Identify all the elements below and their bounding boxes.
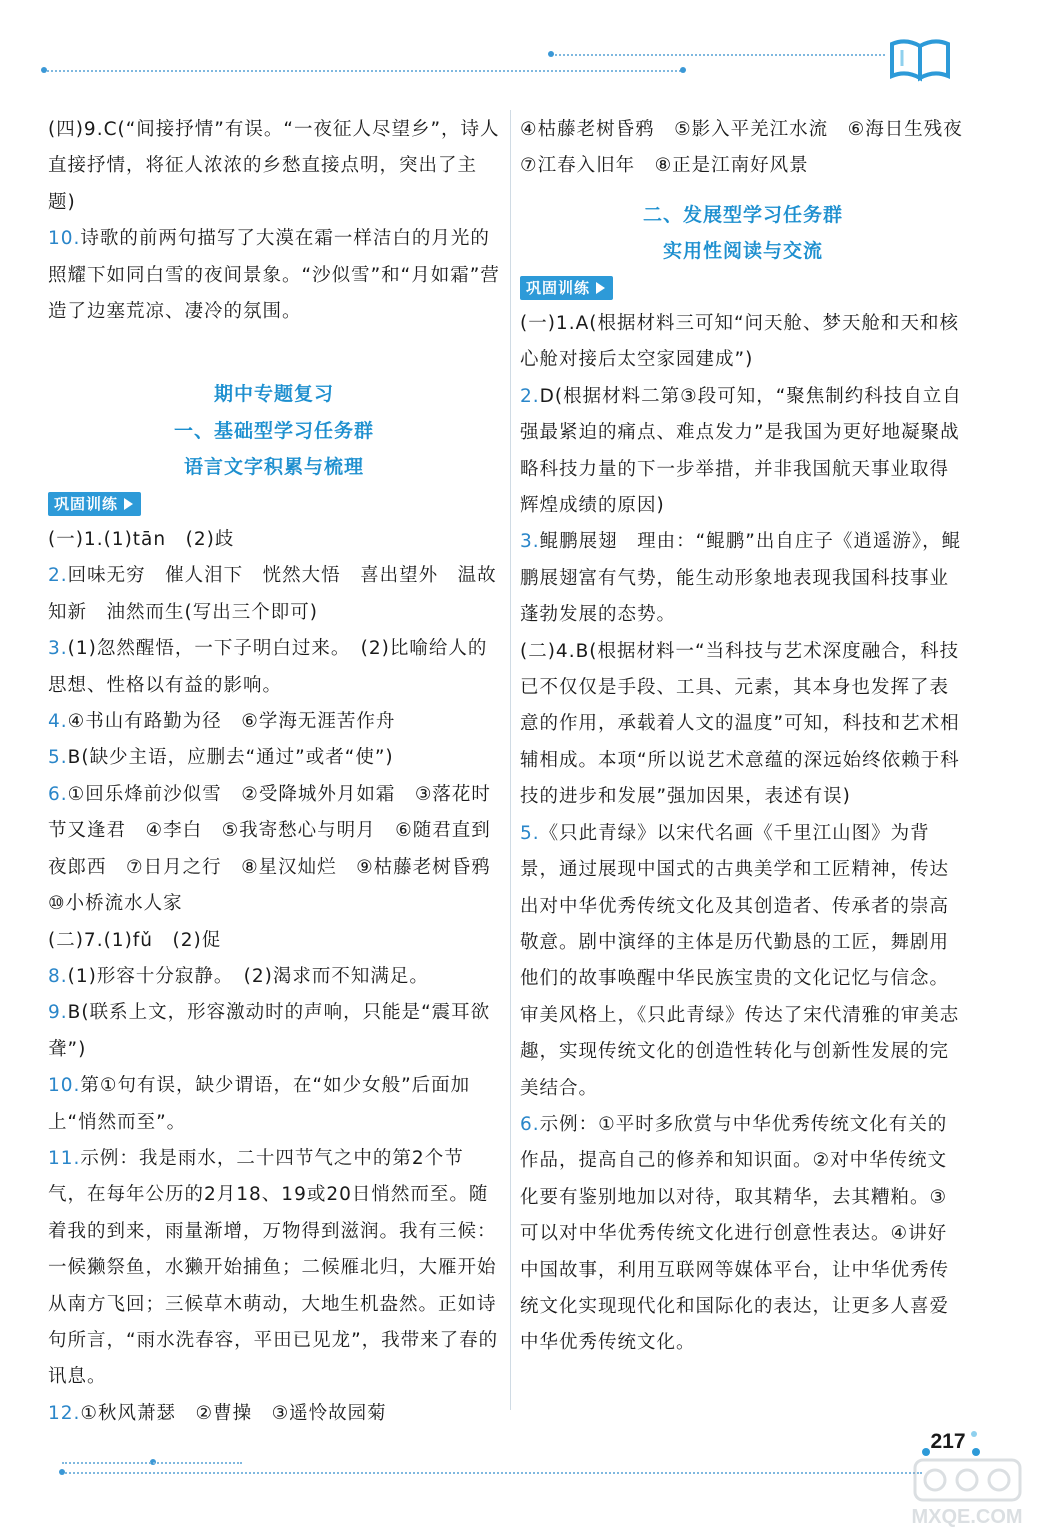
answer-text: 第①句有误，缺少谓语，在“如少女般”后面加上“悄然而至”。 [48,1075,471,1133]
practice-badge [520,276,613,300]
question-number: 8. [48,965,68,987]
top-rule-dot-upper [548,51,554,57]
book-icon [888,36,952,82]
top-dotted-rule [44,70,684,72]
left-column [48,112,511,1432]
section-heading: 语言文字积累与梳理 [183,456,364,479]
answer-paragraph [48,923,500,959]
answer-text: (1)形容十分寂静。 (2)渴求而不知满足。 [67,965,429,987]
question-number: 12. [48,1402,81,1424]
answer-text: 鲲鹏展翅 理由：“鲲鹏”出自庄子《逍遥游》，鲲鹏展翅富有气势，能生动形象地表现我国科技事业蓬勃发展的态势。 [520,531,962,626]
answer-paragraph [520,634,966,816]
bottom-dotted-rule-upper [62,1462,242,1464]
right-column [520,112,983,1362]
top-rule-dot-left [41,67,47,73]
question-number: 6. [48,783,68,805]
question-number: 2. [48,565,68,587]
answer-text: 示例：①平时多欣赏与中华优秀传统文化有关的作品，提高自己的修养和知识面。②对中华传统文化要有鉴别地加以对待，取其精华，去其糟粕。③可以对中华优秀传统文化进行创意性表达。④讲好中国故事，利用互联网等媒体平台，让中华优秀传统文化实现现代化和国际化的表达，让更多人喜爱中华优秀传统文化。 [520,1113,950,1354]
answer-text: 诗歌的前两句描写了大漠在霜一样洁白的月光的照耀下如同白雪的夜间景象。“沙似雪”和“月如霜”营造了边塞荒凉、凄冷的氛围。 [48,228,500,323]
answer-text: ④书山有路勤为径 ⑥学海无涯苦作舟 [67,711,396,733]
question-number: 3. [520,531,540,553]
question-number: 4. [48,711,68,733]
answer-paragraph [48,777,511,923]
top-dotted-rule-upper [550,54,885,56]
answer-paragraph [48,740,500,776]
answer-text: (二)7.(1)fǔ (2)促 [48,929,222,951]
answer-paragraph [48,112,500,221]
answer-paragraph [48,995,500,1068]
vertical-spacer [520,185,966,197]
answer-text: 示例：我是雨水，二十四节气之中的第2个节气，在每年公历的2月18、19或20日悄然而至。随着我的到来，雨量渐增，万物得到滋润。我有三候：一候獭祭鱼，水獭开始捕鱼；二候雁北归，大雁开始从南方飞回；三候草木萌动，大地生机盎然。正如诗句所言，“雨水洗春容，平田已见龙”，我带来了春的讯息。 [48,1147,499,1388]
answer-text: ①回乐烽前沙似雪 ②受降城外月如霜 ③落花时节又逢君 ④李白 ⑤我寄愁心与明月 ⑥随君直到夜郎西 ⑦日月之行 ⑧星汉灿烂 ⑨枯藤老树昏鸦 ⑩小桥流水人家 [48,783,511,915]
answer-paragraph [520,379,966,525]
answer-paragraph [520,816,966,1107]
bottom-rule-dot-left [59,1469,65,1475]
svg-text:MXQE.COM: MXQE.COM [911,1506,1023,1528]
answer-text: 《只此青绿》以宋代名画《千里江山图》为背景，通过展现中国式的古典美学和工匠精神，传达出对中华优秀传统文化及其创造者、传承者的崇高敬意。剧中演绎的主体是历代勤恳的工匠，舞剧用他们的故事唤醒中华民族宝贵的文化记忆与信念。审美风格上，《只此青绿》传达了宋代清雅的审美志趣，实现传统文化的创造性转化与创新性发展的完美结合。 [520,822,960,1099]
question-number: 6. [520,1113,540,1135]
question-number: 5. [48,747,68,769]
section-heading: 实用性阅读与交流 [662,240,823,263]
answer-paragraph [48,1068,500,1141]
answer-text: B(联系上文，形容激动时的声响，只能是“震耳欲聋”) [48,1002,491,1060]
answer-paragraph [48,1396,500,1432]
answer-text: (一)1.(1)tān (2)歧 [48,529,235,551]
play-triangle-icon [596,282,605,294]
answer-text: (1)忽然醒悟，一下子明白过来。 (2)比喻给人的思想、性格以有益的影响。 [48,638,488,696]
question-number: 9. [48,1002,68,1024]
question-number: 3. [48,638,68,660]
answer-paragraph [520,1107,966,1362]
section-heading: 二、发展型学习任务群 [642,203,843,226]
practice-badge-row [520,270,966,306]
answer-paragraph [48,959,500,995]
answer-text: B(缺少主语，应删去“通过”或者“使”) [67,747,394,769]
answer-text: ①秋风萧瑟 ②曹操 ③遥怜故园菊 [80,1402,387,1424]
bottom-dotted-rule [62,1472,922,1474]
answer-text: (一)1.A(根据材料三可知“问天舱、梦天舱和天和核心舱对接后太空家园建成”) [520,313,960,371]
vertical-spacer [48,330,500,376]
practice-badge-label: 巩固训练 [526,278,591,297]
answer-paragraph [48,704,500,740]
question-number: 10. [48,228,81,250]
answer-text: (四)9.C(“间接抒情”有误。“一夜征人尽望乡”，诗人直接抒情，将征人浓浓的乡愁直接点明，突出了主题) [48,119,500,213]
column-divider [510,110,511,1410]
answer-paragraph [48,631,500,704]
section-heading: 一、基础型学习任务群 [173,419,374,442]
play-triangle-icon [124,498,133,510]
answer-text: ④枯藤老树昏鸦 ⑤影入平羌江水流 ⑥海日生残夜 ⑦江春入旧年 ⑧正是江南好风景 [520,119,983,177]
page-number: 217 [930,1430,966,1453]
practice-badge-label: 巩固训练 [54,494,119,513]
answer-paragraph [48,1141,500,1396]
answer-paragraph [520,306,966,379]
question-number: 10. [48,1075,81,1097]
question-number: 5. [520,822,540,844]
answer-paragraph [520,524,966,633]
answer-text: D(根据材料二第③段可知，“聚焦制约科技自立自强最紧迫的痛点、难点发力”是我国为更好地凝聚战略科技力量的下一步举措，并非我国航天事业取得辉煌成绩的原因) [520,385,962,517]
answer-text: (二)4.B(根据材料一“当科技与艺术深度融合，科技已不仅仅是手段、工具、元素，其本身也发挥了表意的作用，承载着人文的温度”可知，科技和艺术相辅相成。本项“所以说艺术意蕴的深远始终依赖于科技的进步和发展”强加因果，表述有误) [520,640,960,808]
practice-badge-row [48,486,500,522]
practice-badge [48,492,141,516]
answer-paragraph [48,221,500,330]
question-number: 11. [48,1147,81,1169]
watermark-logo [905,1455,1030,1530]
answer-text: 回味无穷 催人泪下 恍然大悟 喜出望外 温故知新 油然而生(写出三个即可) [48,565,497,623]
answer-paragraph [48,558,500,631]
section-heading: 期中专题复习 [213,383,334,406]
top-rule-dot-right [680,67,686,73]
answer-paragraph [48,522,500,558]
answer-paragraph [520,112,983,185]
question-number: 2. [520,385,540,407]
